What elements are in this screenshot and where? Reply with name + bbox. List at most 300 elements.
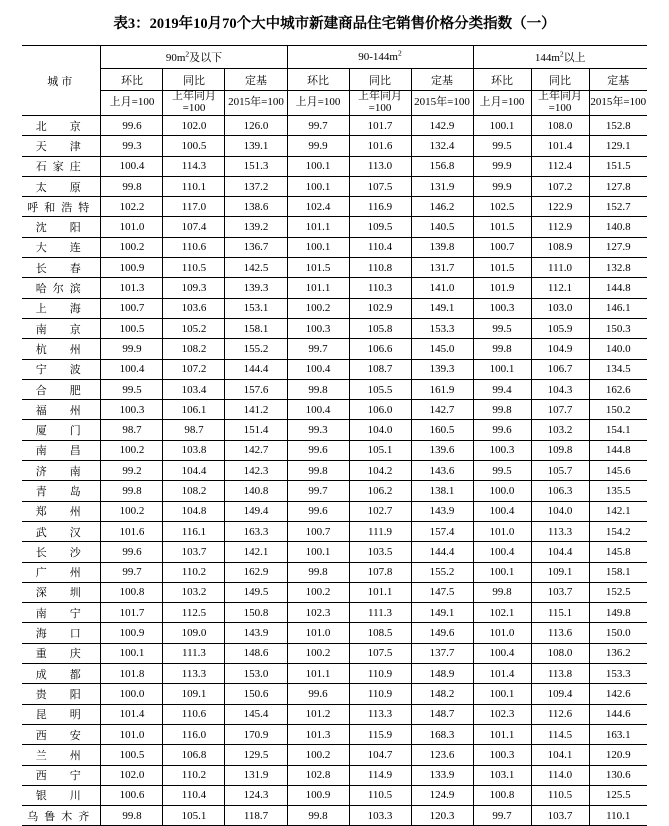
row-value: 100.7 <box>473 237 531 257</box>
row-value: 99.8 <box>473 582 531 602</box>
row-value: 101.7 <box>101 603 163 623</box>
row-value: 99.8 <box>101 806 163 826</box>
row-value: 100.7 <box>101 298 163 318</box>
row-value: 170.9 <box>225 724 287 744</box>
row-value: 116.0 <box>163 724 225 744</box>
row-value: 143.9 <box>225 623 287 643</box>
row-value: 107.2 <box>531 176 589 196</box>
row-value: 110.8 <box>349 258 411 278</box>
row-value: 101.4 <box>531 136 589 156</box>
row-value: 105.5 <box>349 379 411 399</box>
row-value: 157.4 <box>411 521 473 541</box>
row-value: 105.7 <box>531 461 589 481</box>
row-value: 120.3 <box>411 806 473 826</box>
row-city: 天 津 <box>22 136 101 156</box>
row-value: 101.3 <box>287 724 349 744</box>
table-row <box>22 643 647 663</box>
row-value: 109.5 <box>349 217 411 237</box>
row-value: 106.3 <box>531 481 589 501</box>
row-city: 青 岛 <box>22 481 101 501</box>
row-value: 106.0 <box>349 400 411 420</box>
row-value: 110.5 <box>163 258 225 278</box>
row-value: 99.7 <box>287 116 349 136</box>
row-value: 110.4 <box>163 785 225 805</box>
row-value: 110.3 <box>349 278 411 298</box>
row-value: 104.4 <box>163 461 225 481</box>
row-value: 151.5 <box>589 156 647 176</box>
header-base-fixed-1: 2015年=100 <box>225 91 287 116</box>
row-value: 101.5 <box>473 217 531 237</box>
row-value: 101.6 <box>349 136 411 156</box>
row-value: 100.4 <box>287 359 349 379</box>
header-base-mom-3: 上月=100 <box>473 91 531 116</box>
row-city: 乌鲁木齐 <box>22 806 101 826</box>
row-value: 144.6 <box>589 704 647 724</box>
row-value: 100.1 <box>473 359 531 379</box>
row-value: 149.1 <box>411 298 473 318</box>
row-value: 100.4 <box>101 156 163 176</box>
table-row <box>22 298 647 318</box>
row-value: 113.3 <box>349 704 411 724</box>
row-value: 100.1 <box>287 176 349 196</box>
row-value: 99.6 <box>101 542 163 562</box>
header-group-under90 <box>101 46 287 69</box>
row-city: 杭 州 <box>22 339 101 359</box>
header-group-90to144-pre: 90-144m <box>358 51 398 63</box>
row-value: 104.7 <box>349 745 411 765</box>
row-city: 深 圳 <box>22 582 101 602</box>
row-value: 139.8 <box>411 237 473 257</box>
row-value: 115.1 <box>531 603 589 623</box>
row-value: 98.7 <box>163 420 225 440</box>
row-city: 呼和浩特 <box>22 197 101 217</box>
row-value: 101.1 <box>287 217 349 237</box>
table-row <box>22 521 647 541</box>
row-value: 102.3 <box>473 704 531 724</box>
row-value: 99.5 <box>473 136 531 156</box>
row-value: 99.9 <box>101 339 163 359</box>
row-value: 145.0 <box>411 339 473 359</box>
row-value: 99.2 <box>101 461 163 481</box>
row-value: 101.0 <box>101 724 163 744</box>
row-value: 100.3 <box>473 440 531 460</box>
row-value: 142.9 <box>411 116 473 136</box>
row-value: 100.2 <box>287 298 349 318</box>
row-value: 100.8 <box>473 785 531 805</box>
row-value: 140.5 <box>411 217 473 237</box>
row-value: 102.7 <box>349 501 411 521</box>
row-city: 银 川 <box>22 785 101 805</box>
row-value: 99.8 <box>473 400 531 420</box>
row-value: 108.9 <box>531 237 589 257</box>
header-sub-fixed-2: 定基 <box>411 69 473 91</box>
row-value: 107.2 <box>163 359 225 379</box>
row-city: 南 宁 <box>22 603 101 623</box>
row-value: 104.9 <box>531 339 589 359</box>
row-value: 153.3 <box>589 664 647 684</box>
table-row <box>22 745 647 765</box>
table-row <box>22 258 647 278</box>
row-value: 105.9 <box>531 318 589 338</box>
row-value: 101.6 <box>101 521 163 541</box>
row-value: 99.8 <box>101 481 163 501</box>
row-value: 110.2 <box>163 765 225 785</box>
row-value: 144.8 <box>589 278 647 298</box>
row-value: 112.9 <box>531 217 589 237</box>
row-value: 138.1 <box>411 481 473 501</box>
row-value: 108.7 <box>349 359 411 379</box>
row-value: 108.0 <box>531 116 589 136</box>
row-value: 158.1 <box>589 562 647 582</box>
row-value: 131.9 <box>411 176 473 196</box>
row-value: 101.3 <box>101 278 163 298</box>
row-value: 150.8 <box>225 603 287 623</box>
row-value: 101.9 <box>473 278 531 298</box>
row-value: 110.4 <box>349 237 411 257</box>
row-value: 124.9 <box>411 785 473 805</box>
row-value: 127.8 <box>589 176 647 196</box>
row-value: 143.9 <box>411 501 473 521</box>
row-city: 南 京 <box>22 318 101 338</box>
row-value: 100.2 <box>287 582 349 602</box>
row-value: 101.4 <box>473 664 531 684</box>
row-value: 117.0 <box>163 197 225 217</box>
row-value: 107.7 <box>531 400 589 420</box>
header-base-yoy-3-line1: 上年同月 <box>538 90 582 103</box>
row-value: 139.3 <box>411 359 473 379</box>
row-value: 139.2 <box>225 217 287 237</box>
row-value: 136.2 <box>589 643 647 663</box>
table-row <box>22 785 647 805</box>
row-value: 144.4 <box>411 542 473 562</box>
row-value: 100.2 <box>287 643 349 663</box>
row-value: 100.1 <box>287 156 349 176</box>
row-value: 107.5 <box>349 643 411 663</box>
row-value: 124.3 <box>225 785 287 805</box>
header-base-yoy-3 <box>531 91 589 116</box>
table-row <box>22 562 647 582</box>
table-row <box>22 176 647 196</box>
header-group-over144-pre: 144m <box>534 52 560 64</box>
row-city: 武 汉 <box>22 521 101 541</box>
row-value: 139.1 <box>225 136 287 156</box>
table-row <box>22 704 647 724</box>
header-base-yoy-1 <box>163 91 225 116</box>
row-city: 哈尔滨 <box>22 278 101 298</box>
row-value: 152.7 <box>589 197 647 217</box>
row-value: 110.5 <box>349 785 411 805</box>
row-value: 151.4 <box>225 420 287 440</box>
header-city: 城市 <box>22 46 101 116</box>
row-value: 158.1 <box>225 318 287 338</box>
row-value: 144.8 <box>589 440 647 460</box>
page-title: 表3：2019年10月70个大中城市新建商品住宅销售价格分类指数（一） <box>113 16 556 32</box>
row-city: 长 沙 <box>22 542 101 562</box>
row-value: 109.0 <box>163 623 225 643</box>
row-value: 99.8 <box>473 339 531 359</box>
table-row <box>22 481 647 501</box>
row-value: 155.2 <box>225 339 287 359</box>
table-row <box>22 217 647 237</box>
row-value: 99.6 <box>287 684 349 704</box>
row-value: 104.8 <box>163 501 225 521</box>
row-value: 110.2 <box>163 562 225 582</box>
row-value: 102.0 <box>163 116 225 136</box>
row-value: 104.2 <box>349 461 411 481</box>
row-value: 99.8 <box>287 562 349 582</box>
table-row <box>22 765 647 785</box>
row-value: 110.9 <box>349 684 411 704</box>
row-value: 101.4 <box>101 704 163 724</box>
table-body <box>22 116 647 826</box>
row-value: 100.0 <box>473 481 531 501</box>
row-value: 101.5 <box>473 258 531 278</box>
row-value: 100.3 <box>473 298 531 318</box>
row-value: 131.7 <box>411 258 473 278</box>
row-value: 114.0 <box>531 765 589 785</box>
table-row <box>22 339 647 359</box>
row-value: 104.4 <box>531 542 589 562</box>
row-value: 114.5 <box>531 724 589 744</box>
row-value: 99.5 <box>473 318 531 338</box>
header-group-over144-post: 以上 <box>563 52 586 64</box>
row-value: 108.0 <box>531 643 589 663</box>
table-row <box>22 116 647 136</box>
row-value: 101.0 <box>473 623 531 643</box>
price-index-table <box>22 45 647 826</box>
row-value: 110.9 <box>349 664 411 684</box>
row-value: 140.8 <box>225 481 287 501</box>
header-sub-mom-2: 环比 <box>287 69 349 91</box>
row-city: 大 连 <box>22 237 101 257</box>
row-value: 100.3 <box>287 318 349 338</box>
row-value: 109.1 <box>163 684 225 704</box>
table-row <box>22 156 647 176</box>
row-value: 100.1 <box>473 562 531 582</box>
table-row <box>22 420 647 440</box>
row-value: 153.1 <box>225 298 287 318</box>
row-value: 99.3 <box>287 420 349 440</box>
row-value: 99.8 <box>287 379 349 399</box>
row-value: 163.1 <box>589 724 647 744</box>
table-header <box>22 46 647 116</box>
row-value: 100.1 <box>287 542 349 562</box>
row-value: 103.5 <box>349 542 411 562</box>
header-base-yoy-2 <box>349 91 411 116</box>
row-value: 149.8 <box>589 603 647 623</box>
row-value: 100.3 <box>101 400 163 420</box>
row-value: 140.0 <box>589 339 647 359</box>
row-value: 106.8 <box>163 745 225 765</box>
header-base-fixed-3: 2015年=100 <box>589 91 647 116</box>
row-value: 100.3 <box>473 745 531 765</box>
row-value: 112.1 <box>531 278 589 298</box>
row-value: 140.8 <box>589 217 647 237</box>
row-value: 102.5 <box>473 197 531 217</box>
row-value: 105.2 <box>163 318 225 338</box>
row-value: 101.1 <box>287 278 349 298</box>
header-group-over144 <box>473 46 647 69</box>
row-value: 112.6 <box>531 704 589 724</box>
table-row <box>22 237 647 257</box>
table-row <box>22 318 647 338</box>
row-city: 海 口 <box>22 623 101 643</box>
row-value: 100.4 <box>101 359 163 379</box>
row-value: 100.8 <box>101 582 163 602</box>
row-value: 101.7 <box>349 116 411 136</box>
row-value: 142.7 <box>225 440 287 460</box>
row-value: 102.2 <box>101 197 163 217</box>
row-value: 103.3 <box>349 806 411 826</box>
table-row <box>22 724 647 744</box>
header-base-yoy-3-line2: =100 <box>548 102 572 114</box>
row-value: 99.4 <box>473 379 531 399</box>
row-value: 137.2 <box>225 176 287 196</box>
row-value: 99.6 <box>101 116 163 136</box>
row-value: 101.0 <box>287 623 349 643</box>
row-value: 115.9 <box>349 724 411 744</box>
row-value: 102.4 <box>287 197 349 217</box>
header-base-fixed-2: 2015年=100 <box>411 91 473 116</box>
row-city: 厦 门 <box>22 420 101 440</box>
row-value: 101.1 <box>287 664 349 684</box>
header-group-under90-sup: 2 <box>185 49 190 59</box>
row-city: 南 昌 <box>22 440 101 460</box>
row-value: 113.3 <box>163 664 225 684</box>
row-value: 100.9 <box>287 785 349 805</box>
table-row <box>22 806 647 826</box>
row-value: 141.2 <box>225 400 287 420</box>
row-value: 106.7 <box>531 359 589 379</box>
row-value: 150.3 <box>589 318 647 338</box>
header-group-under90-pre: 90m <box>165 52 186 64</box>
row-city: 西 宁 <box>22 765 101 785</box>
header-group-90to144 <box>287 46 473 69</box>
table-row <box>22 359 647 379</box>
row-value: 100.2 <box>101 237 163 257</box>
row-value: 152.8 <box>589 116 647 136</box>
row-value: 103.1 <box>473 765 531 785</box>
row-value: 102.9 <box>349 298 411 318</box>
row-value: 109.1 <box>531 562 589 582</box>
header-base-yoy-2-line1: 上年同月 <box>358 90 402 103</box>
row-city: 广 州 <box>22 562 101 582</box>
row-value: 99.6 <box>287 501 349 521</box>
header-base-yoy-1-line2: =100 <box>182 102 206 114</box>
row-value: 132.4 <box>411 136 473 156</box>
row-value: 153.3 <box>411 318 473 338</box>
table-row <box>22 623 647 643</box>
row-value: 99.6 <box>287 440 349 460</box>
row-value: 101.1 <box>473 724 531 744</box>
row-value: 99.6 <box>473 420 531 440</box>
row-value: 100.1 <box>473 684 531 704</box>
table-row <box>22 136 647 156</box>
row-value: 110.5 <box>531 785 589 805</box>
header-base-mom-2: 上月=100 <box>287 91 349 116</box>
row-value: 108.2 <box>163 481 225 501</box>
row-value: 149.4 <box>225 501 287 521</box>
row-value: 139.3 <box>225 278 287 298</box>
row-value: 103.2 <box>163 582 225 602</box>
row-value: 114.3 <box>163 156 225 176</box>
row-value: 104.1 <box>531 745 589 765</box>
row-value: 154.1 <box>589 420 647 440</box>
row-value: 153.0 <box>225 664 287 684</box>
row-value: 142.3 <box>225 461 287 481</box>
row-value: 145.6 <box>589 461 647 481</box>
row-value: 138.6 <box>225 197 287 217</box>
row-value: 100.1 <box>101 643 163 663</box>
row-value: 149.6 <box>411 623 473 643</box>
row-value: 107.4 <box>163 217 225 237</box>
row-city: 济 南 <box>22 461 101 481</box>
row-city: 石家庄 <box>22 156 101 176</box>
row-value: 100.4 <box>473 643 531 663</box>
row-value: 100.1 <box>287 237 349 257</box>
row-value: 141.0 <box>411 278 473 298</box>
row-value: 161.9 <box>411 379 473 399</box>
row-value: 100.2 <box>101 440 163 460</box>
row-value: 129.5 <box>225 745 287 765</box>
row-value: 105.1 <box>349 440 411 460</box>
row-value: 103.6 <box>163 298 225 318</box>
row-value: 114.9 <box>349 765 411 785</box>
row-value: 100.2 <box>287 745 349 765</box>
row-value: 109.4 <box>531 684 589 704</box>
row-value: 100.6 <box>101 785 163 805</box>
row-city: 贵 阳 <box>22 684 101 704</box>
table-row <box>22 461 647 481</box>
row-value: 148.7 <box>411 704 473 724</box>
row-value: 151.3 <box>225 156 287 176</box>
row-value: 103.7 <box>531 582 589 602</box>
row-city: 昆 明 <box>22 704 101 724</box>
row-value: 111.3 <box>349 603 411 623</box>
row-value: 99.9 <box>473 176 531 196</box>
table-row <box>22 440 647 460</box>
row-value: 110.1 <box>163 176 225 196</box>
header-sub-mom-3: 环比 <box>473 69 531 91</box>
header-sub-fixed-1: 定基 <box>225 69 287 91</box>
row-value: 106.6 <box>349 339 411 359</box>
row-city: 北 京 <box>22 116 101 136</box>
row-value: 112.5 <box>163 603 225 623</box>
row-city: 宁 波 <box>22 359 101 379</box>
header-sub-mom-1: 环比 <box>101 69 163 91</box>
row-value: 100.5 <box>101 745 163 765</box>
row-value: 101.0 <box>101 217 163 237</box>
header-sub-yoy-2: 同比 <box>349 69 411 91</box>
row-value: 126.0 <box>225 116 287 136</box>
row-value: 99.3 <box>101 136 163 156</box>
row-value: 129.1 <box>589 136 647 156</box>
row-value: 148.9 <box>411 664 473 684</box>
table-row <box>22 684 647 704</box>
row-value: 101.0 <box>473 521 531 541</box>
row-value: 103.7 <box>531 806 589 826</box>
row-value: 130.6 <box>589 765 647 785</box>
row-value: 116.9 <box>349 197 411 217</box>
table-row <box>22 197 647 217</box>
row-value: 143.6 <box>411 461 473 481</box>
row-value: 106.2 <box>349 481 411 501</box>
row-value: 132.8 <box>589 258 647 278</box>
row-value: 113.8 <box>531 664 589 684</box>
row-city: 重 庆 <box>22 643 101 663</box>
row-city: 合 肥 <box>22 379 101 399</box>
header-group-90to144-sup: 2 <box>397 48 402 58</box>
